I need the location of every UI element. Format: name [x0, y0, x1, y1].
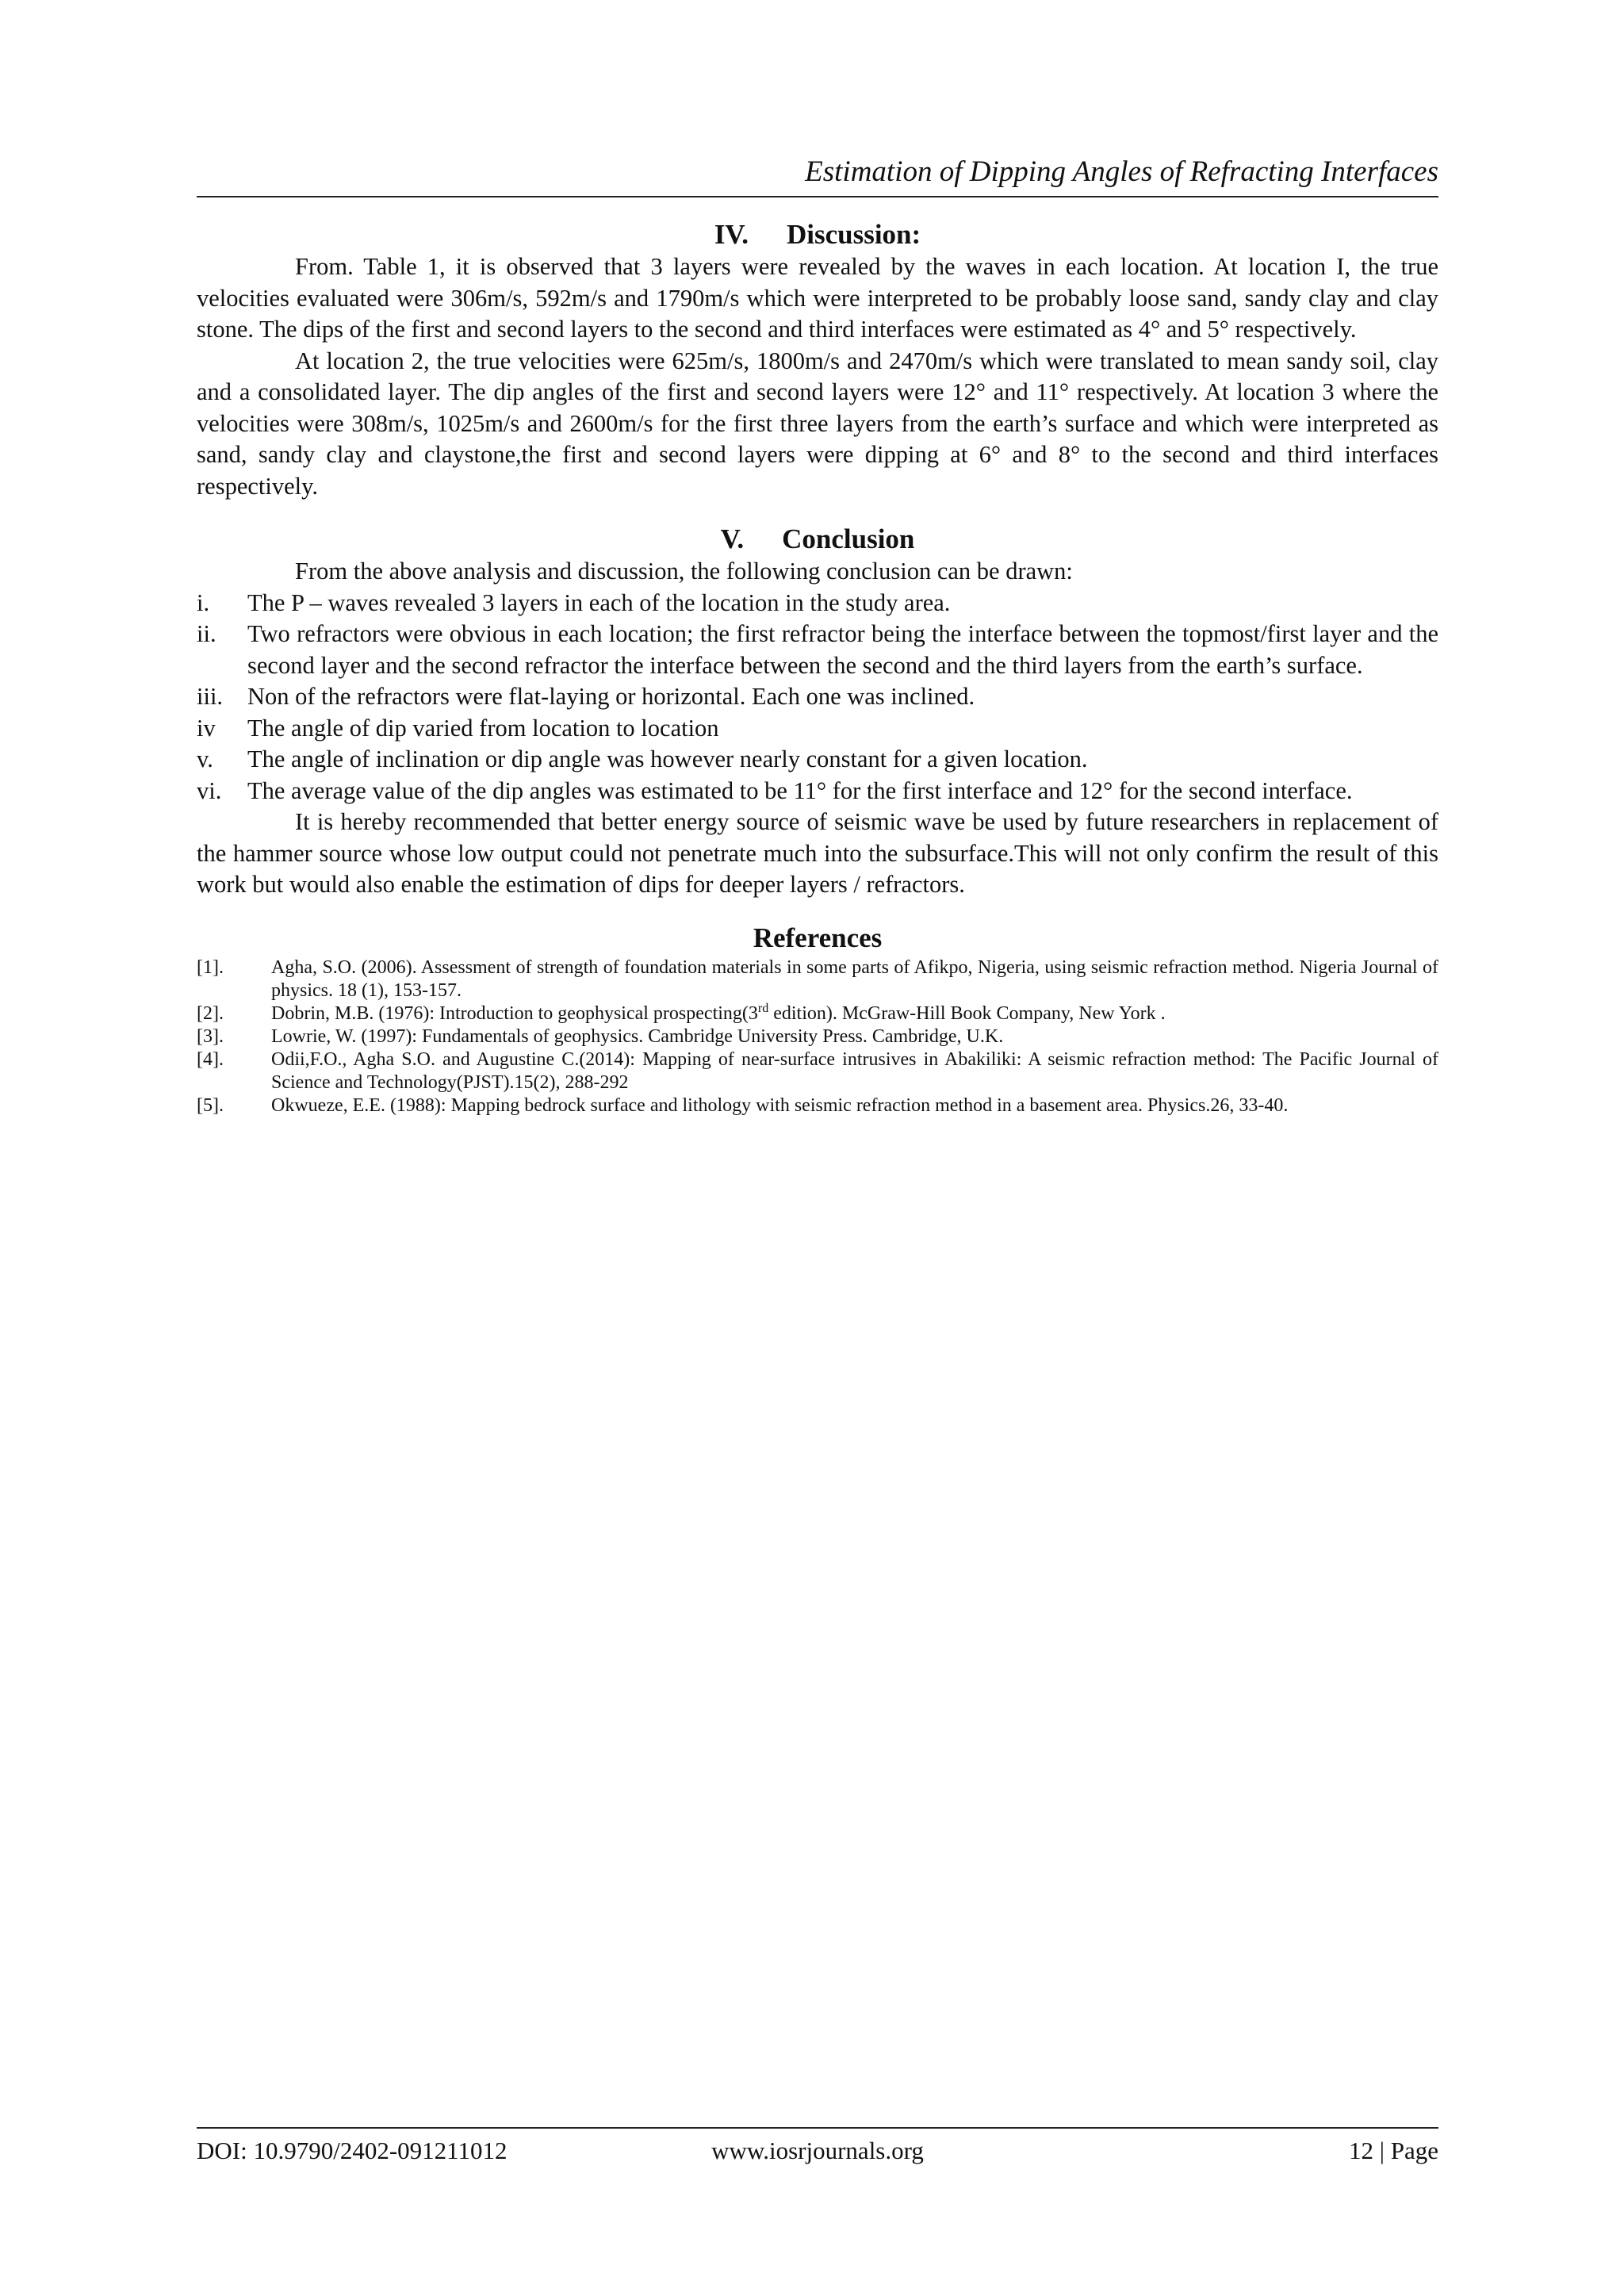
reference-text: Agha, S.O. (2006). Assessment of strength of foundation materials in some parts of Afikpo, Nigeria, using seismic refraction method. Nigeria Journal of physics. 18 (1), 153-157.: [271, 956, 1438, 1001]
reference-item: [197, 1002, 1438, 1025]
conclusion-title: Conclusion: [782, 523, 915, 554]
reference-item: [197, 1025, 1438, 1048]
list-item-text: Two refractors were obvious in each location; the first refractor being the interface between the topmost/first layer and the second layer and the second refractor the interface between the second and the third layers from the earth’s surface.: [247, 620, 1438, 679]
footer-divider: [197, 2127, 1438, 2129]
references-list: [197, 956, 1438, 1117]
list-item-text: The angle of dip varied from location to location: [247, 714, 719, 742]
reference-text: Lowrie, W. (1997): Fundamentals of geophysics. Cambridge University Press. Cambridge, U.K.: [271, 1025, 1004, 1047]
discussion-heading: [197, 218, 1438, 251]
reference-number: [3].: [197, 1025, 224, 1047]
discussion-title: Discussion:: [786, 219, 921, 250]
list-item: [197, 744, 1438, 776]
reference-number: [4].: [197, 1048, 224, 1070]
reference-superscript: rd: [757, 1001, 769, 1015]
list-item-marker: v.: [197, 746, 213, 772]
recommendation-paragraph: It is hereby recommended that better energy source of seismic wave be used by future researchers in replacement of the hammer source whose low output could not penetrate much into the subsurface.This will not only confirm the result of this work but would also enable the estimation of dips for deeper layers / refractors.: [197, 808, 1438, 898]
discussion-paragraph-1: From. Table 1, it is observed that 3 layers were revealed by the waves in each location. At location I, the true velocities evaluated were 306m/s, 592m/s and 1790m/s which were interpreted to be probably loose sand, sandy clay and clay stone. The dips of the first and second layers to the second and third interfaces were estimated as 4° and 5° respectively.: [197, 253, 1438, 343]
list-item: [197, 619, 1438, 681]
conclusion-list: [197, 588, 1438, 807]
reference-text-post: edition). McGraw-Hill Book Company, New York .: [768, 1002, 1166, 1024]
footer-doi: DOI: 10.9790/2402-091211012: [197, 2137, 508, 2164]
list-item-marker: vi.: [197, 776, 222, 804]
list-item-text: The P – waves revealed 3 layers in each of the location in the study area.: [247, 588, 951, 616]
page-body: [197, 218, 1438, 1117]
list-item-text: The angle of inclination or dip angle was however nearly constant for a given location.: [247, 746, 1088, 772]
list-item-marker: iv: [197, 714, 216, 742]
references-heading: References: [753, 922, 883, 953]
reference-text: Okwueze, E.E. (1988): Mapping bedrock surface and lithology with seismic refraction method in a basement area. Physics.26, 33-40.: [271, 1094, 1289, 1116]
list-item-text: The average value of the dip angles was estimated to be 11° for the first interface and 12° for the second interface.: [247, 776, 1353, 804]
list-item-marker: iii.: [197, 683, 224, 710]
reference-item: [197, 956, 1438, 1002]
list-item-text: Non of the refractors were flat-laying or horizontal. Each one was inclined.: [247, 683, 975, 710]
reference-item: [197, 1094, 1438, 1117]
list-item: [197, 776, 1438, 807]
conclusion-intro: From the above analysis and discussion, the following conclusion can be drawn:: [295, 558, 1073, 585]
reference-number: [5].: [197, 1094, 224, 1116]
running-header: Estimation of Dipping Angles of Refracting Interfaces: [197, 153, 1438, 197]
list-item: [197, 713, 1438, 745]
reference-text-pre: Dobrin, M.B. (1976): Introduction to geophysical prospecting(3: [271, 1002, 758, 1024]
footer-page-number: 12 | Page: [1349, 2137, 1438, 2164]
list-item: [197, 681, 1438, 713]
reference-number: [2].: [197, 1002, 224, 1024]
list-item-marker: i.: [197, 588, 210, 616]
conclusion-number: V.: [720, 523, 745, 554]
list-item-marker: ii.: [197, 620, 216, 647]
conclusion-heading: [197, 523, 1438, 556]
footer-website: www.iosrjournals.org: [711, 2137, 924, 2164]
discussion-paragraph-2: At location 2, the true velocities were 625m/s, 1800m/s and 2470m/s which were translated to mean sandy soil, clay and a consolidated layer. The dip angles of the first and second layers were 12° and 11° respectively. At location 3 where the velocities were 308m/s, 1025m/s and 2600m/s for the first three layers from the earth’s surface and which were interpreted as sand, sandy clay and claystone,the first and second layers were dipping at 6° and 8° to the second and third interfaces respectively.: [197, 347, 1438, 500]
reference-number: [1].: [197, 956, 224, 978]
discussion-number: IV.: [714, 219, 749, 250]
list-item: [197, 588, 1438, 619]
document-page: [197, 0, 1438, 2296]
reference-item: [197, 1048, 1438, 1094]
reference-text: Odii,F.O., Agha S.O. and Augustine C.(2014): Mapping of near-surface intrusives in Abakiliki: A seismic refraction method: The Pacific Journal of Science and Technology(PJST).15(2), 288-292: [271, 1048, 1438, 1093]
reference-text: [271, 1003, 1166, 1024]
